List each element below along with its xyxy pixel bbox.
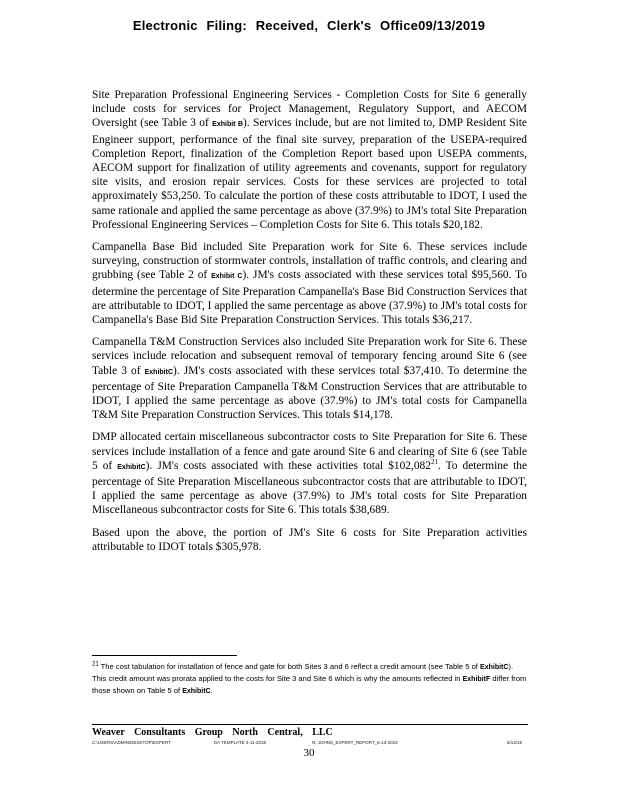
exhibit-ref: ExhibitF (462, 676, 491, 683)
exhibit-ref: ExhibitC (117, 463, 146, 471)
fn-text-d: . (210, 686, 213, 695)
exhibit-ref: Exhibit B (212, 121, 243, 129)
footnote-marker: 21 (430, 458, 438, 467)
p4-text-a: DMP allocated certain miscellaneous subcontractor costs to Site Preparation for Site 6. These services include installation of a fence and gate around Site 6 and clearing of Site 6 (see Table 5 of (92, 431, 527, 472)
paragraph-dmp-misc (92, 430, 527, 517)
footnote-divider (92, 655, 237, 656)
p3-text-b: ). JM's costs associated with these services total $37,410. To determine the percentage of Site Preparation Campanella T&M Construction Services that are attributable to IDOT, I applied the same percentage as above (37.9%) to JM's total costs for Campanella T&M Site Preparation Construction Services. This totals $14,178. (92, 364, 527, 422)
footer-divider (92, 724, 528, 725)
page-number: 30 (303, 747, 315, 759)
footnote-21 (92, 661, 527, 697)
fn-text-c: differ from those shown on Table 5 of (92, 674, 527, 695)
p2-text-b: ). JM's costs associated with these services total $95,560. To determine the percentage of Site Preparation Campanella's Base Bid Construction Services that are attributable to IDOT, I applied the same percentage as above (37.9%) to JM's total costs for Campanella's Base Bid Site Preparation Construction Services. This totals $36,217. (92, 269, 527, 327)
footnote-number: 21 (92, 661, 99, 668)
paragraph-campanella-tm (92, 335, 527, 422)
footer-date: 6/14/19 (507, 740, 523, 745)
footer-path-right: N: JOHNS_EXPERT_REPORT_6-13-2019 (312, 740, 398, 745)
footer-company: Weaver Consultants Group North Central, LLC (92, 727, 333, 738)
exhibit-ref: ExhibitC (144, 368, 174, 376)
p3-text-a: Campanella T&M Construction Services also included Site Preparation work for Site 6. These services include relocation and subsequent removal of temporary fencing around Site 6 (see Table 3 of (92, 336, 527, 377)
paragraph-total: Based upon the above, the portion of JM's Site 6 costs for Site Preparation activities attributable to IDOT totals $305,978. (92, 526, 527, 553)
exhibit-ref: Exhibit C (211, 273, 243, 281)
exhibit-ref: ExhibitC (182, 688, 211, 695)
p4-text-c: . To determine the percentage of Site Preparation Miscellaneous subcontractor costs that are attributable to IDOT, I applied the same percentage as above (37.9%) to JM's total costs for Site Preparation Miscellaneous subcontractor costs for Site 6. This totals $38,689. (92, 459, 528, 517)
p1-text-a: Site Preparation Professional Engineering Services - Completion Costs for Site 6 generally include costs for services for Project Management, Regulatory Support, and AECOM Oversight (see Table 3 of (92, 89, 527, 130)
footer-path-left: C:\USERS\ADMIN\DESKTOP\EXPERT (92, 740, 171, 745)
body-text (92, 88, 527, 562)
p2-text-a: Campanella Base Bid included Site Preparation work for Site 6. These services include surveying, construction of stormwater controls, installation of traffic controls, and clearing and grubbing (see Table 2 of (92, 241, 527, 282)
paragraph-engineering-services (92, 88, 527, 232)
fn-text-b: ). This credit amount was prorata applied to the costs for Site 3 and Site 6 which is why the amounts reflected in (92, 662, 514, 683)
p4-text-b: ). JM's costs associated with these activities total $102,082 (145, 459, 431, 472)
exhibit-ref: ExhibitC (480, 664, 509, 671)
footer-path-mid: DA TEMPLATE 4-11-2018 (214, 740, 267, 745)
fn-text-a: The cost tabulation for installation of fence and gate for both Sites 3 and 6 reflect a credit amount (see Table 5 of (98, 662, 481, 671)
paragraph-campanella-base-bid (92, 240, 527, 327)
filing-header: Electronic Filing: Received, Clerk's Office09/13/2019 (132, 18, 486, 33)
p1-text-b: ). Services include, but are not limited to, DMP Resident Site Engineer support, performance of the final site survey, preparation of the USEPA-required Completion Report, finalization of the Completion Report based upon USEPA comments, AECOM support for finalization of utility agreements and covenants, support for regulatory site visits, and erosion repair services. Costs for these services are projected to total approximately $53,250. To calculate the portion of these costs attributable to IDOT, I used the same rationale and applied the same percentage as above (37.9%) to JM's total Site Preparation Professional Engineering Services – Completion Costs for Site 6. This totals $20,182. (92, 117, 527, 231)
